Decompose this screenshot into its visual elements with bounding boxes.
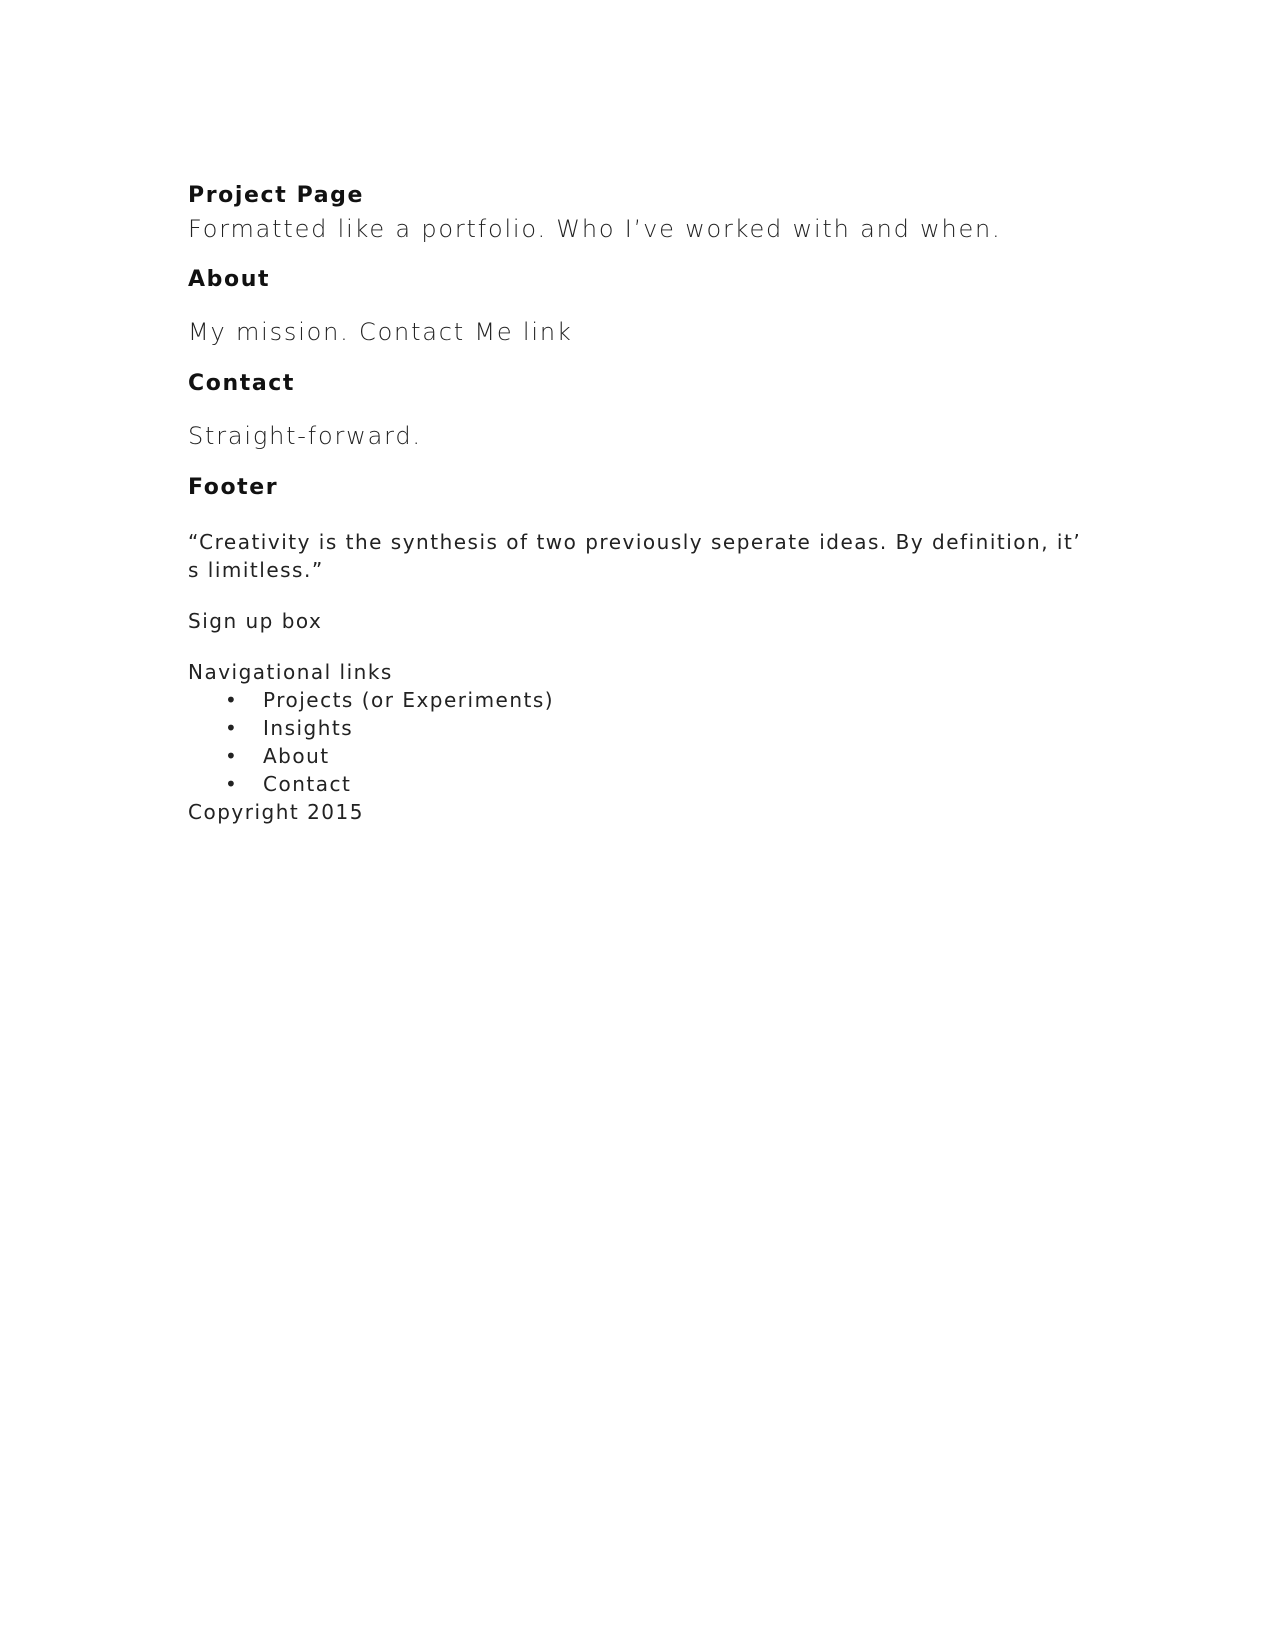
bullet-icon: •: [225, 688, 239, 712]
nav-list-item-insights: [188, 714, 554, 742]
project-page-heading: Project Page: [188, 183, 365, 208]
footer-heading: Footer: [188, 475, 279, 500]
nav-item-label: Contact: [263, 772, 352, 796]
nav-links-heading: Navigational links: [188, 660, 393, 684]
nav-item-label: About: [263, 744, 330, 768]
contact-heading: Contact: [188, 371, 296, 396]
nav-list-item-contact: [188, 770, 554, 798]
nav-item-label: Insights: [263, 716, 354, 740]
about-description: My mission. Contact Me link: [188, 318, 573, 346]
about-heading: About: [188, 267, 271, 292]
bullet-icon: •: [225, 744, 239, 768]
nav-list-item-about: [188, 742, 554, 770]
footer-quote: “Creativity is the synthesis of two previously seperate ideas. By definition, it’ s limitless.”: [188, 530, 1082, 582]
nav-item-label: Projects (or Experiments): [263, 688, 555, 712]
contact-description: Straight-forward.: [188, 422, 422, 450]
copyright-text: Copyright 2015: [188, 800, 364, 824]
nav-links-list: [188, 686, 554, 798]
bullet-icon: •: [225, 772, 239, 796]
project-page-description: Formatted like a portfolio. Who I’ve worked with and when.: [188, 215, 1002, 243]
nav-list-item-projects: [188, 686, 554, 714]
signup-box-note: Sign up box: [188, 609, 323, 633]
bullet-icon: •: [225, 716, 239, 740]
